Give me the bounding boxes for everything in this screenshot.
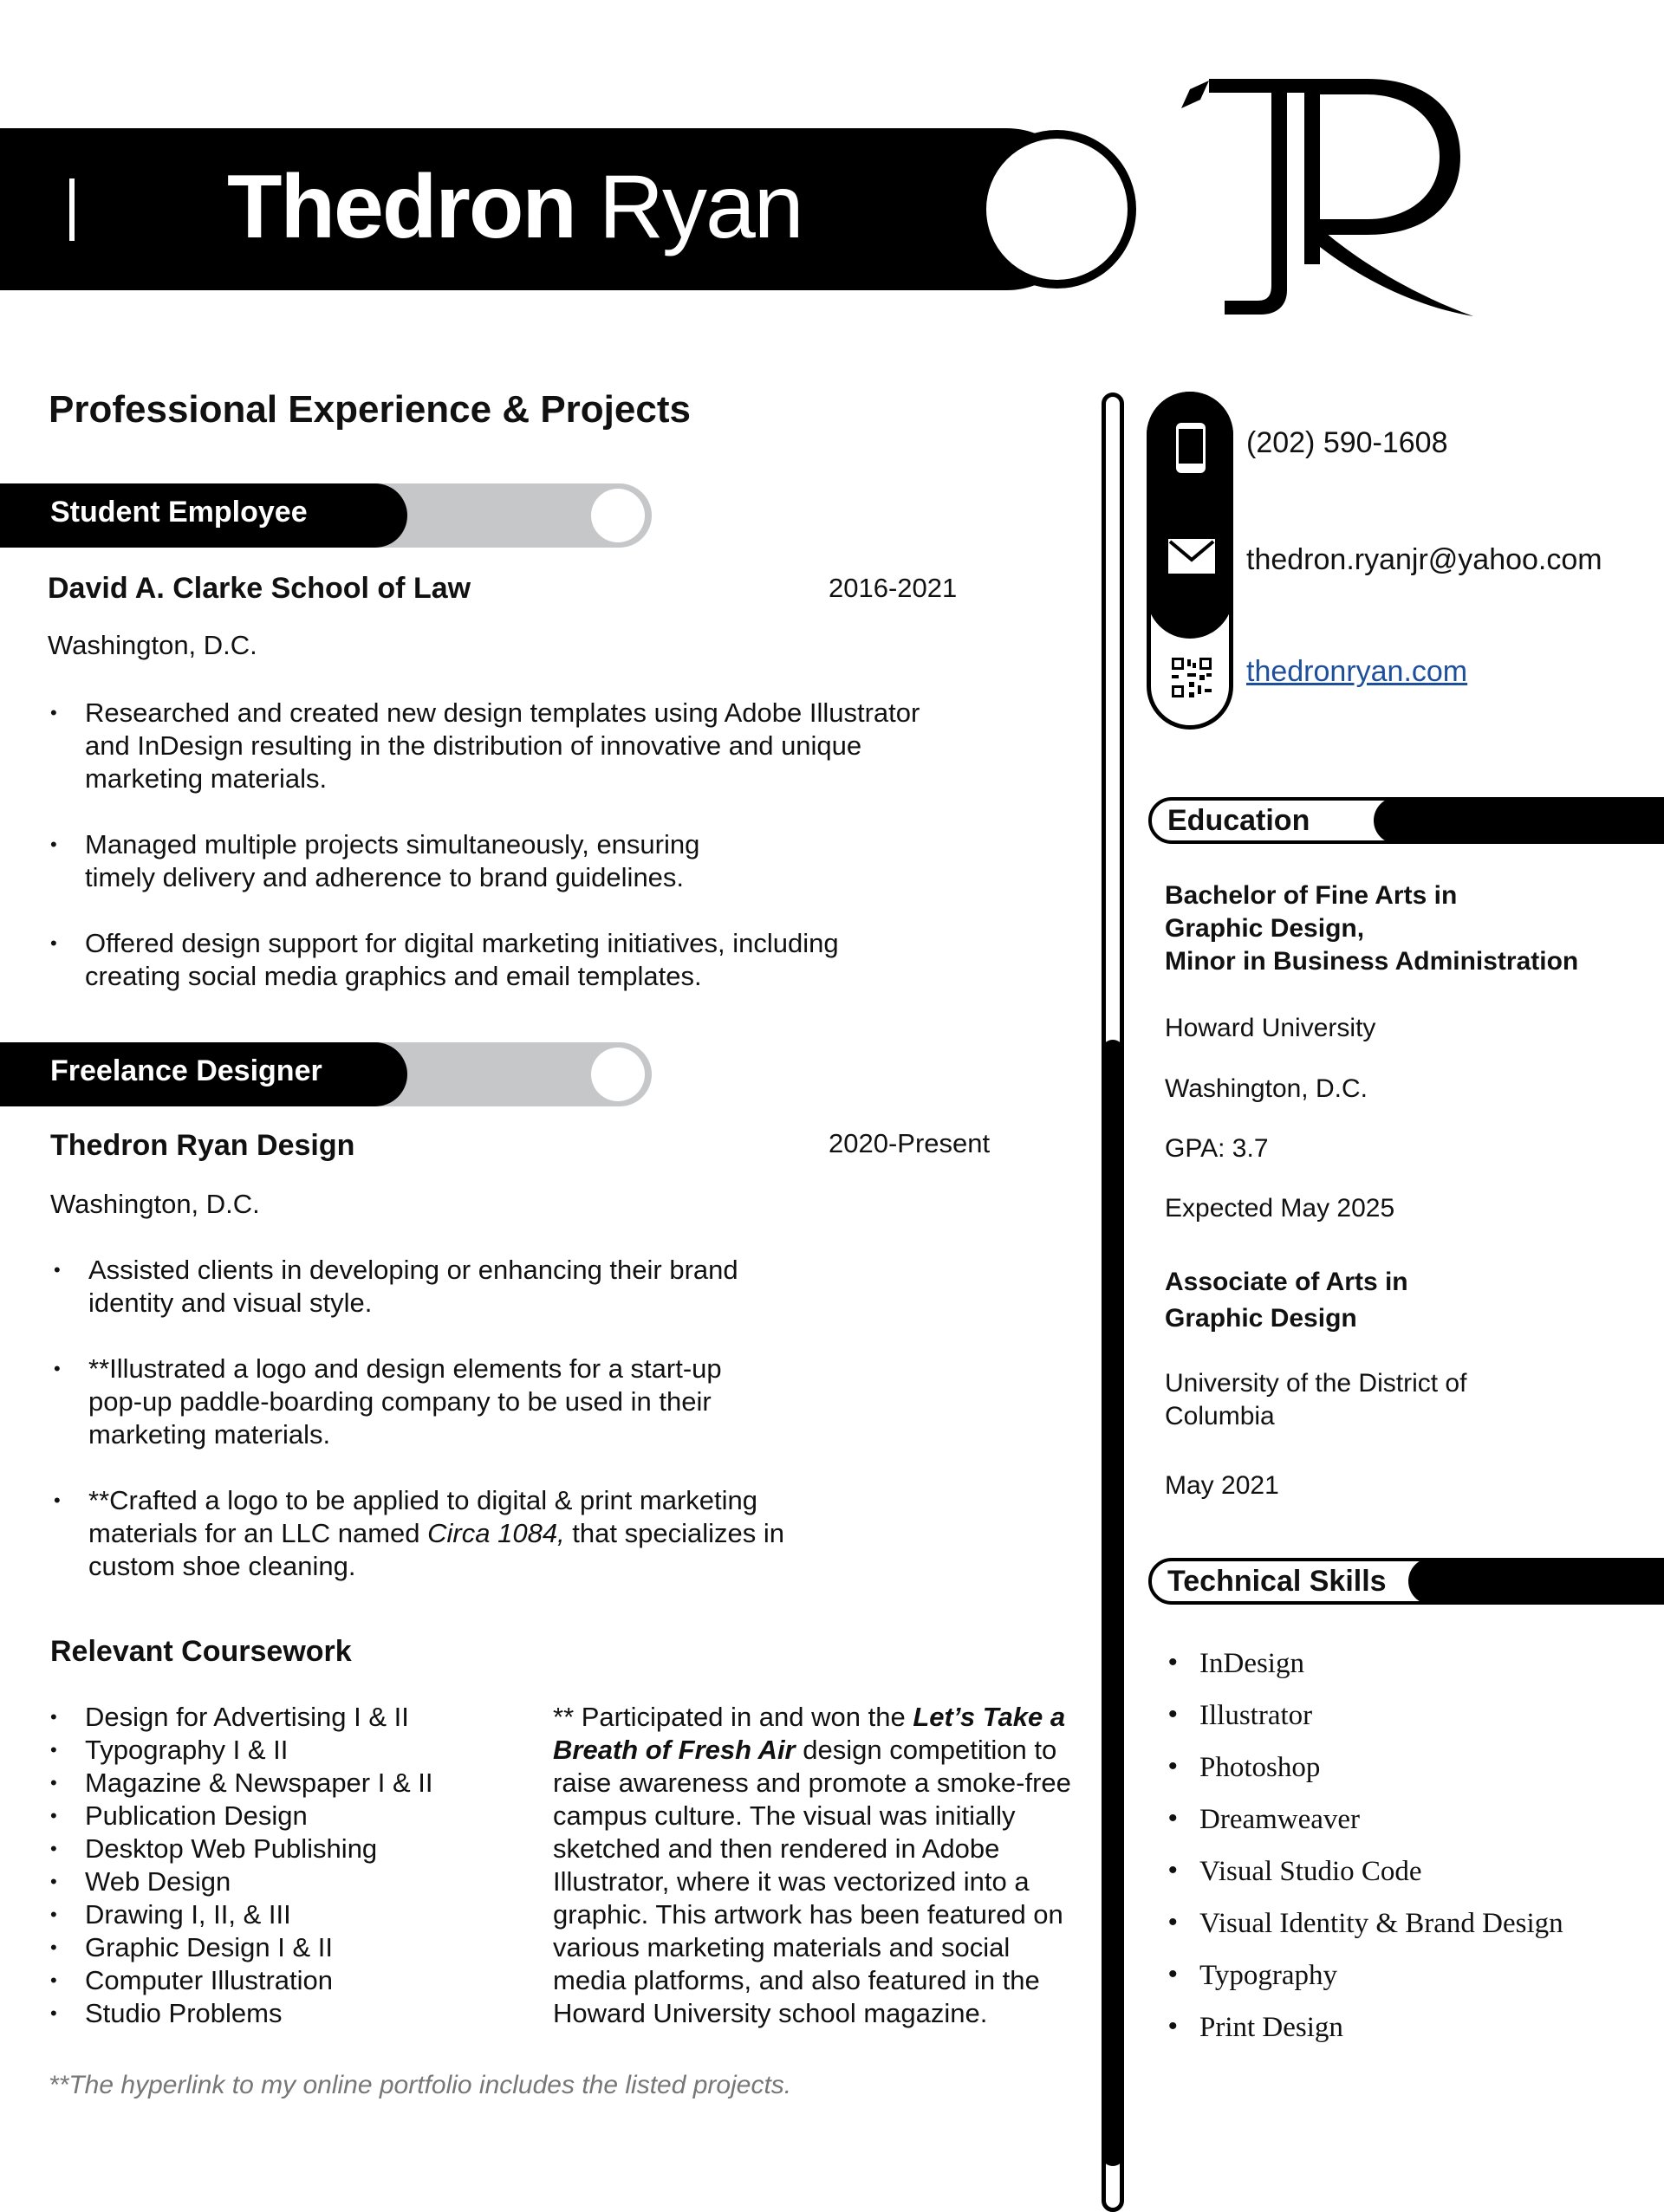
role-label: Freelance Designer bbox=[50, 1054, 322, 1087]
skill-item: • Visual Studio Code bbox=[1161, 1856, 1647, 1908]
course-item: • Graphic Design I & II bbox=[49, 1931, 499, 1964]
tr-monogram-logo bbox=[1174, 74, 1504, 325]
school-name bbox=[1165, 1367, 1466, 1433]
course-item: • Web Design bbox=[49, 1865, 499, 1898]
coursework-list bbox=[49, 1701, 499, 2030]
gpa: GPA: 3.7 bbox=[1165, 1134, 1269, 1163]
role-pill-knob bbox=[591, 1048, 645, 1101]
role-pill-knob bbox=[591, 489, 645, 542]
skills-header-fill bbox=[1408, 1558, 1664, 1605]
course-item: • Desktop Web Publishing bbox=[49, 1833, 499, 1865]
competition-name: Let’s Take a Breath of Fresh Air bbox=[553, 1702, 1066, 1765]
skill-item: • Illustrator bbox=[1161, 1700, 1647, 1752]
job-bullet-list bbox=[52, 1254, 832, 1583]
skills-list bbox=[1161, 1648, 1647, 2064]
degree-line: Associate of Arts in bbox=[1165, 1268, 1408, 1296]
job-location: Washington, D.C. bbox=[48, 630, 257, 660]
last-name: Ryan bbox=[598, 157, 803, 257]
banner-circle-decoration bbox=[978, 130, 1136, 289]
job-dates: 2016-2021 bbox=[829, 573, 958, 603]
skills-header bbox=[1148, 1558, 1664, 1605]
skill-item: • Print Design bbox=[1161, 2012, 1647, 2064]
job-organization: David A. Clarke School of Law bbox=[48, 572, 471, 605]
course-item: • Magazine & Newspaper I & II bbox=[49, 1767, 499, 1800]
school-location: Washington, D.C. bbox=[1165, 1074, 1368, 1103]
course-item: • Computer Illustration bbox=[49, 1964, 499, 1997]
skills-title: Technical Skills bbox=[1167, 1565, 1387, 1598]
skill-item: • Dreamweaver bbox=[1161, 1804, 1647, 1856]
degree-line: Graphic Design bbox=[1165, 1304, 1357, 1333]
competition-note bbox=[553, 1701, 1073, 2030]
role-pill-freelance-designer bbox=[0, 1042, 652, 1106]
job-location: Washington, D.C. bbox=[50, 1189, 260, 1219]
degree-line: Minor in Business Administration bbox=[1165, 947, 1579, 976]
coursework-title: Relevant Coursework bbox=[50, 1635, 352, 1668]
job-dates: 2020-Present bbox=[829, 1128, 991, 1158]
job-bullet-list bbox=[49, 697, 967, 993]
school-name: Howard University bbox=[1165, 1014, 1376, 1042]
job-organization: Thedron Ryan Design bbox=[50, 1129, 355, 1162]
course-item: • Publication Design bbox=[49, 1800, 499, 1833]
skill-item: • InDesign bbox=[1161, 1648, 1647, 1700]
job-bullet: • **Illustrated a logo and design elements for a start-up pop-up paddle-boarding company to be used in their marketing materials. bbox=[52, 1352, 764, 1451]
job-bullet bbox=[52, 1484, 808, 1583]
job-bullet: • Offered design support for digital marketing initiatives, including creating social media graphics and email templates. bbox=[49, 927, 865, 993]
note-suffix: design competition to raise awareness and promote a smoke-free campus culture. The visual was initially sketched and then rendered in Adobe Illustrator, where it was vectorized into a graphic. This artwork has been featured on various marketing materials and social media platforms, and also featured in the Howard University school magazine. bbox=[553, 1735, 1071, 2028]
first-name: Thedron bbox=[227, 157, 575, 257]
graduation-date: May 2021 bbox=[1165, 1471, 1279, 1500]
degree-line: Graphic Design, bbox=[1165, 914, 1365, 943]
bullet-text: that specializes in custom shoe cleaning. bbox=[88, 1518, 784, 1581]
job-bullet: • Managed multiple projects simultaneously, ensuring timely delivery and adherence to brand guidelines. bbox=[49, 828, 761, 894]
graduation-date: Expected May 2025 bbox=[1165, 1194, 1395, 1223]
role-label: Student Employee bbox=[50, 496, 308, 529]
contact-phone: (202) 590-1608 bbox=[1246, 426, 1448, 459]
banner-tick-mark bbox=[69, 178, 75, 241]
course-item: • Design for Advertising I & II bbox=[49, 1701, 499, 1734]
mail-icon bbox=[1168, 539, 1215, 574]
note-prefix: ** Participated in and won the bbox=[553, 1702, 913, 1732]
education-header bbox=[1148, 797, 1664, 844]
course-item: • Typography I & II bbox=[49, 1734, 499, 1767]
skill-item: • Visual Identity & Brand Design bbox=[1161, 1908, 1647, 1960]
school-line: University of the District of bbox=[1165, 1369, 1467, 1398]
contact-icon-pill bbox=[1147, 392, 1233, 730]
skill-item: • Photoshop bbox=[1161, 1752, 1647, 1804]
education-header-fill bbox=[1374, 797, 1664, 844]
course-item: • Studio Problems bbox=[49, 1997, 499, 2030]
course-item: • Drawing I, II, & III bbox=[49, 1898, 499, 1931]
role-pill-student-employee bbox=[0, 483, 652, 548]
portfolio-link[interactable]: thedronryan.com bbox=[1246, 655, 1468, 688]
education-title: Education bbox=[1167, 804, 1310, 837]
qr-code-icon bbox=[1170, 656, 1213, 699]
column-divider-fill bbox=[1102, 1040, 1124, 2166]
job-bullet: • Researched and created new design templates using Adobe Illustrator and InDesign resulting in the distribution of innovative and unique marketing materials. bbox=[49, 697, 967, 795]
name-banner bbox=[0, 128, 1088, 290]
experience-section-title: Professional Experience & Projects bbox=[49, 388, 691, 431]
skill-item: • Typography bbox=[1161, 1960, 1647, 2012]
degree-title bbox=[1165, 1264, 1650, 1337]
degree-line: Bachelor of Fine Arts in bbox=[1165, 881, 1458, 910]
contact-email[interactable]: thedron.ryanjr@yahoo.com bbox=[1246, 543, 1602, 576]
portfolio-footnote: **The hyperlink to my online portfolio includes the listed projects. bbox=[49, 2071, 792, 2099]
bullet-text: **Crafted a logo to be applied to digital & print marketing materials for an LLC named bbox=[88, 1485, 758, 1548]
job-bullet: • Assisted clients in developing or enhancing their brand identity and visual style. bbox=[52, 1254, 764, 1320]
client-name: Circa 1084, bbox=[427, 1518, 565, 1548]
candidate-name bbox=[227, 156, 803, 260]
phone-icon bbox=[1175, 422, 1206, 474]
school-line: Columbia bbox=[1165, 1402, 1275, 1430]
degree-title bbox=[1165, 879, 1650, 978]
